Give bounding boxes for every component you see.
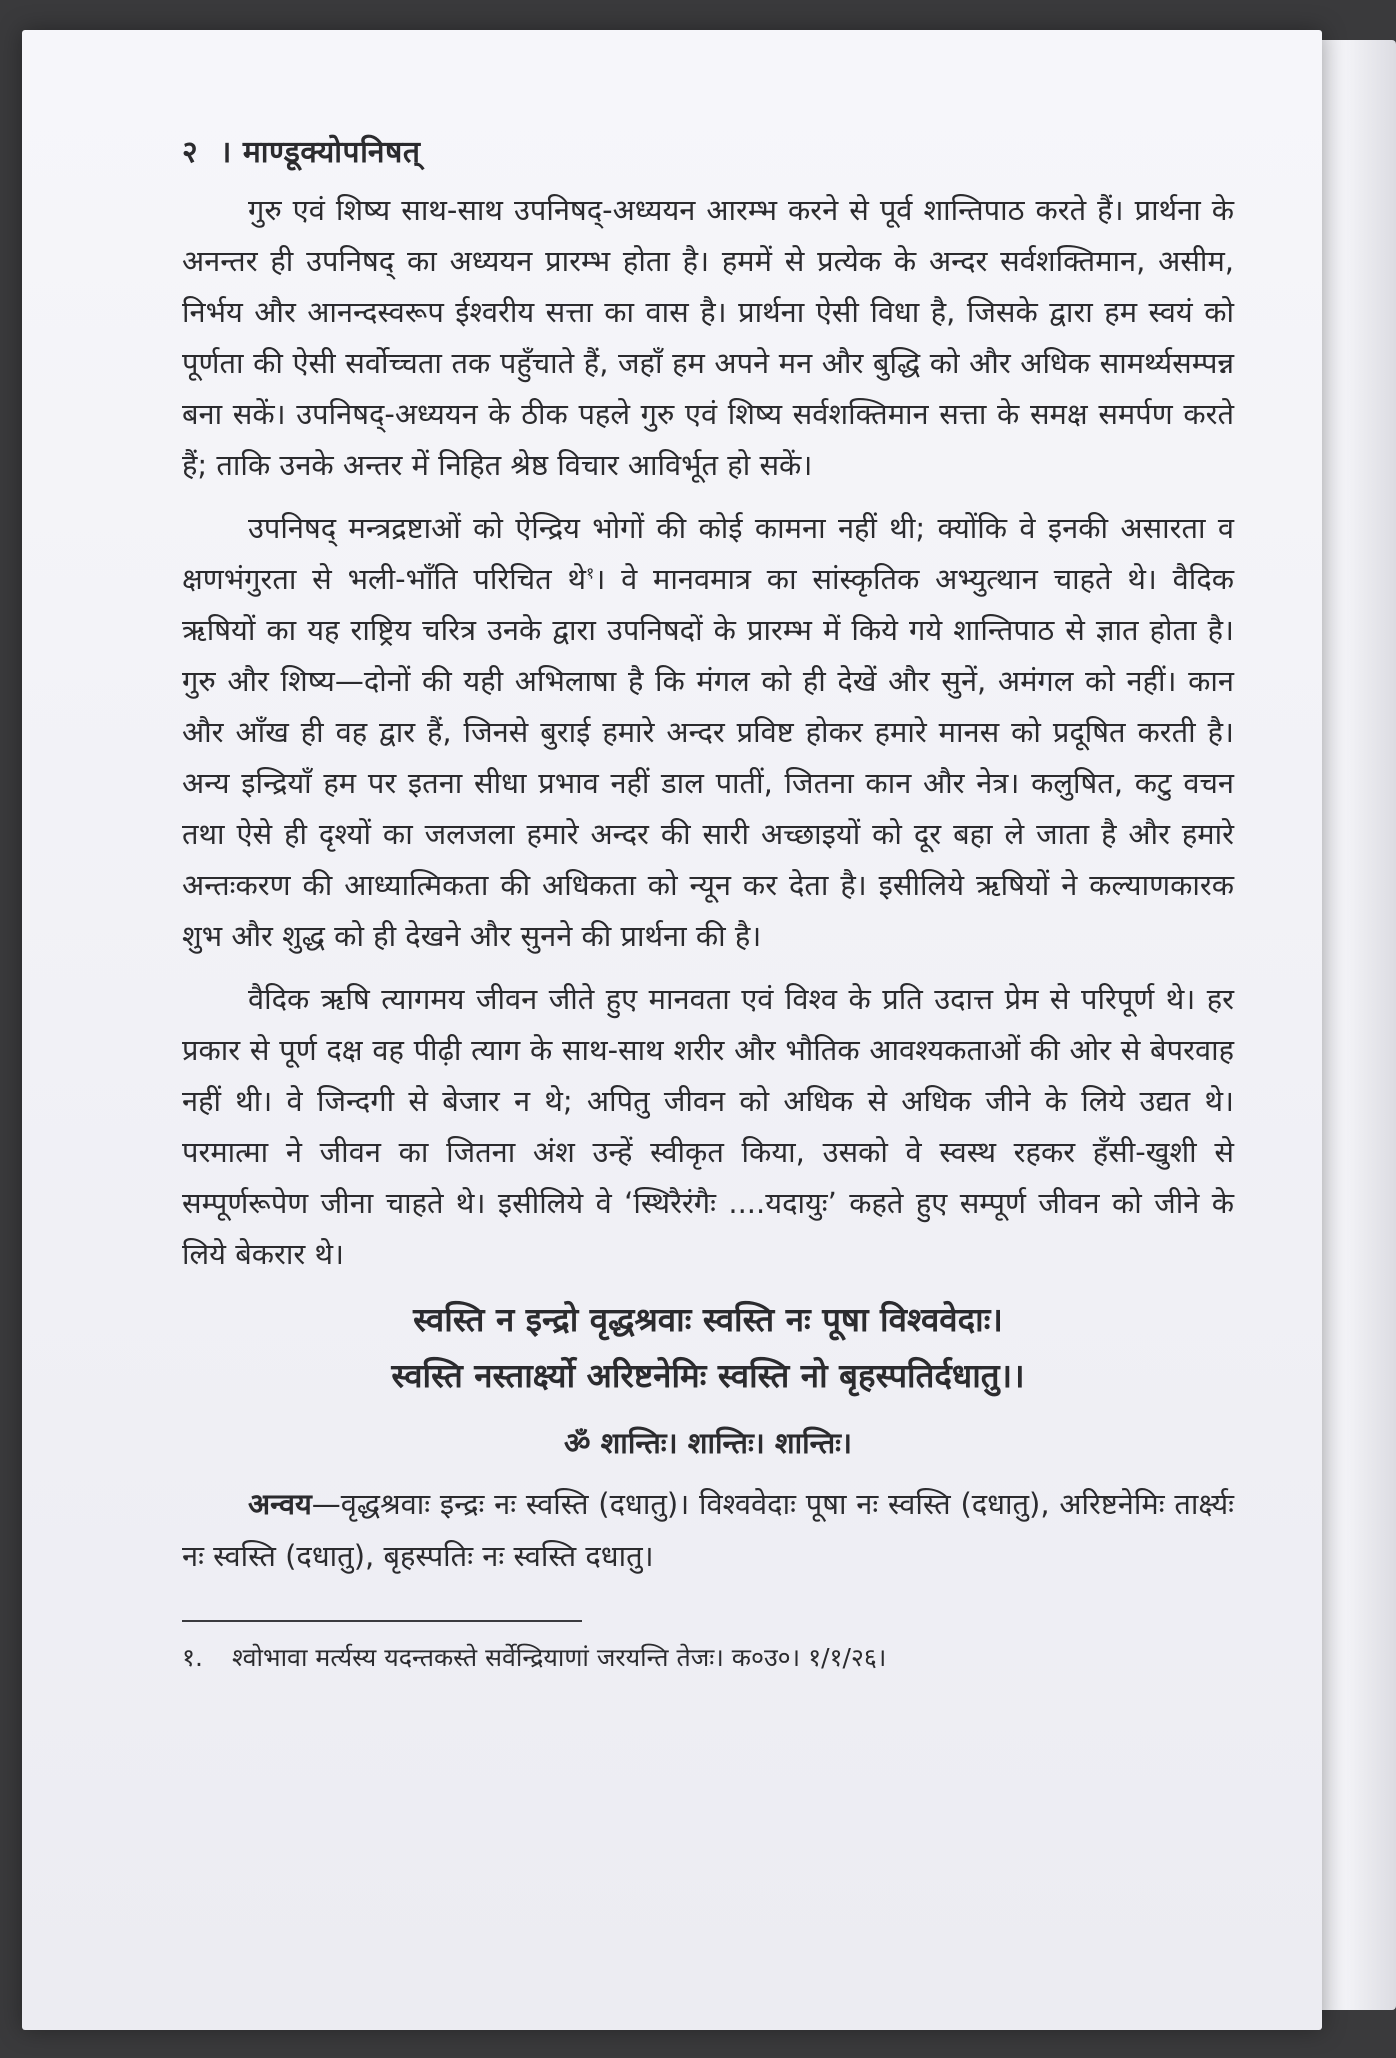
book-page <box>22 30 1322 2030</box>
footnote-rule <box>182 1620 582 1622</box>
anvaya-label: अन्वय <box>248 1487 312 1521</box>
running-header <box>182 130 1234 171</box>
paragraph-3: वैदिक ऋषि त्यागमय जीवन जीते हुए मानवता एवं विश्व के प्रति उदात्त प्रेम से परिपूर्ण थे। हर प्रकार से पूर्ण दक्ष वह पीढ़ी त्याग के साथ-साथ शरीर और भौतिक आवश्यकताओं की ओर से बेपरवाह नहीं थी। वे जिन्दगी से बेजार न थे; अपितु जीवन को अधिक से अधिक जीने के लिये उद्यत थे। परमात्मा ने जीवन का जितना अंश उन्हें स्वीकृत किया, उसको वे स्वस्थ रहकर हँसी-खुशी से सम्पूर्णरूपेण जीना चाहते थे। इसीलिये वे ‘स्थिरैरंगैः ....यदायुः’ कहते हुए सम्पूर्ण जीवन को जीने के लिये बेकरार थे। <box>182 982 1234 1271</box>
anvaya-text: —वृद्धश्रवाः इन्द्रः नः स्वस्ति (दधातु)। विश्ववेदाः पूषा नः स्वस्ति (दधातु), अरिष्टनेमिः तार्क्ष्यः नः स्वस्ति (दधातु), बृहस्पतिः नः स्वस्ति दधातु। <box>182 1487 1234 1573</box>
footnote-text: श्वोभावा मर्त्यस्य यदन्तकस्ते सर्वेन्द्रियाणां जरयन्ति तेजः। क०उ०। १/१/२६। <box>232 1643 887 1672</box>
paragraph-2-text-b: । वे मानवमात्र का सांस्कृतिक अभ्युत्थान चाहते थे। वैदिक ऋषियों का यह राष्ट्रिय चरित्र उनके द्वारा उपनिषदों के प्रारम्भ में किये गये शान्तिपाठ से ज्ञात होता है। गुरु और शिष्य—दोनों की यही अभिलाषा है कि मंगल को ही देखें और सुनें, अमंगल को नहीं। कान और आँख ही वह द्वार हैं, जिनसे बुराई हमारे अन्दर प्रविष्ट होकर हमारे मानस को प्रदूषित करती है। अन्य इन्द्रियाँ हम पर इतना सीधा प्रभाव नहीं डाल पातीं, जितना कान और नेत्र। कलुषित, कटु वचन तथा ऐसे ही दृश्यों का जलजला हमारे अन्दर की सारी अच्छाइयों को दूर बहा ले जाता है और हमारे अन्तःकरण की आध्यात्मिकता की अधिकता को न्यून कर देता है। इसीलिये ऋषियों ने कल्याणकारक शुभ और शुद्ध को ही देखने और सुनने की प्रार्थना की है। <box>182 562 1234 953</box>
footnote <box>182 1640 1234 1676</box>
verse-line-1: स्वस्ति न इन्द्रो वृद्धश्रवाः स्वस्ति नः पूषा विश्ववेदाः। <box>413 1300 1003 1339</box>
anvaya-paragraph <box>182 1478 1234 1582</box>
footnote-reference: १ <box>586 563 595 583</box>
shanti-verse <box>182 1292 1234 1404</box>
page-content <box>182 130 1234 1676</box>
paragraph-2-text-a: उपनिषद् मन्त्रद्रष्टाओं को ऐन्द्रिय भोगों की कोई कामना नहीं थी; क्योंकि वे इनकी असारता व क्षणभंगुरता से भली-भाँति परिचित थे <box>182 511 1234 596</box>
header-title: माण्डूक्योपनिषत् <box>242 135 421 170</box>
footnote-number: १. <box>182 1643 203 1672</box>
shanti-line: ॐ शान्तिः। शान्तिः। शान्तिः। <box>564 1426 852 1460</box>
header-separator: । <box>220 135 232 170</box>
verse-line-2: स्वस्ति नस्तार्क्ष्यो अरिष्टनेमिः स्वस्ति नो बृहस्पतिर्दधातु।। <box>391 1356 1025 1395</box>
page-number: २ <box>182 135 199 170</box>
paragraph-1: गुरु एवं शिष्य साथ-साथ उपनिषद्-अध्ययन आरम्भ करने से पूर्व शान्तिपाठ करते हैं। प्रार्थना के अनन्तर ही उपनिषद् का अध्ययन प्रारम्भ होता है। हममें से प्रत्येक के अन्दर सर्वशक्तिमान, असीम, निर्भय और आनन्दस्वरूप ईश्वरीय सत्ता का वास है। प्रार्थना ऐसी विधा है, जिसके द्वारा हम स्वयं को पूर्णता की ऐसी सर्वोच्चता तक पहुँचाते हैं, जहाँ हम अपने मन और बुद्धि को और अधिक सामर्थ्यसम्पन्न बना सकें। उपनिषद्-अध्ययन के ठीक पहले गुरु एवं शिष्य सर्वशक्तिमान सत्ता के समक्ष समर्पण करते हैं; ताकि उनके अन्तर में निहित श्रेष्ठ विचार आविर्भूत हो सकें। <box>182 193 1234 482</box>
paragraph-2 <box>182 503 1234 962</box>
